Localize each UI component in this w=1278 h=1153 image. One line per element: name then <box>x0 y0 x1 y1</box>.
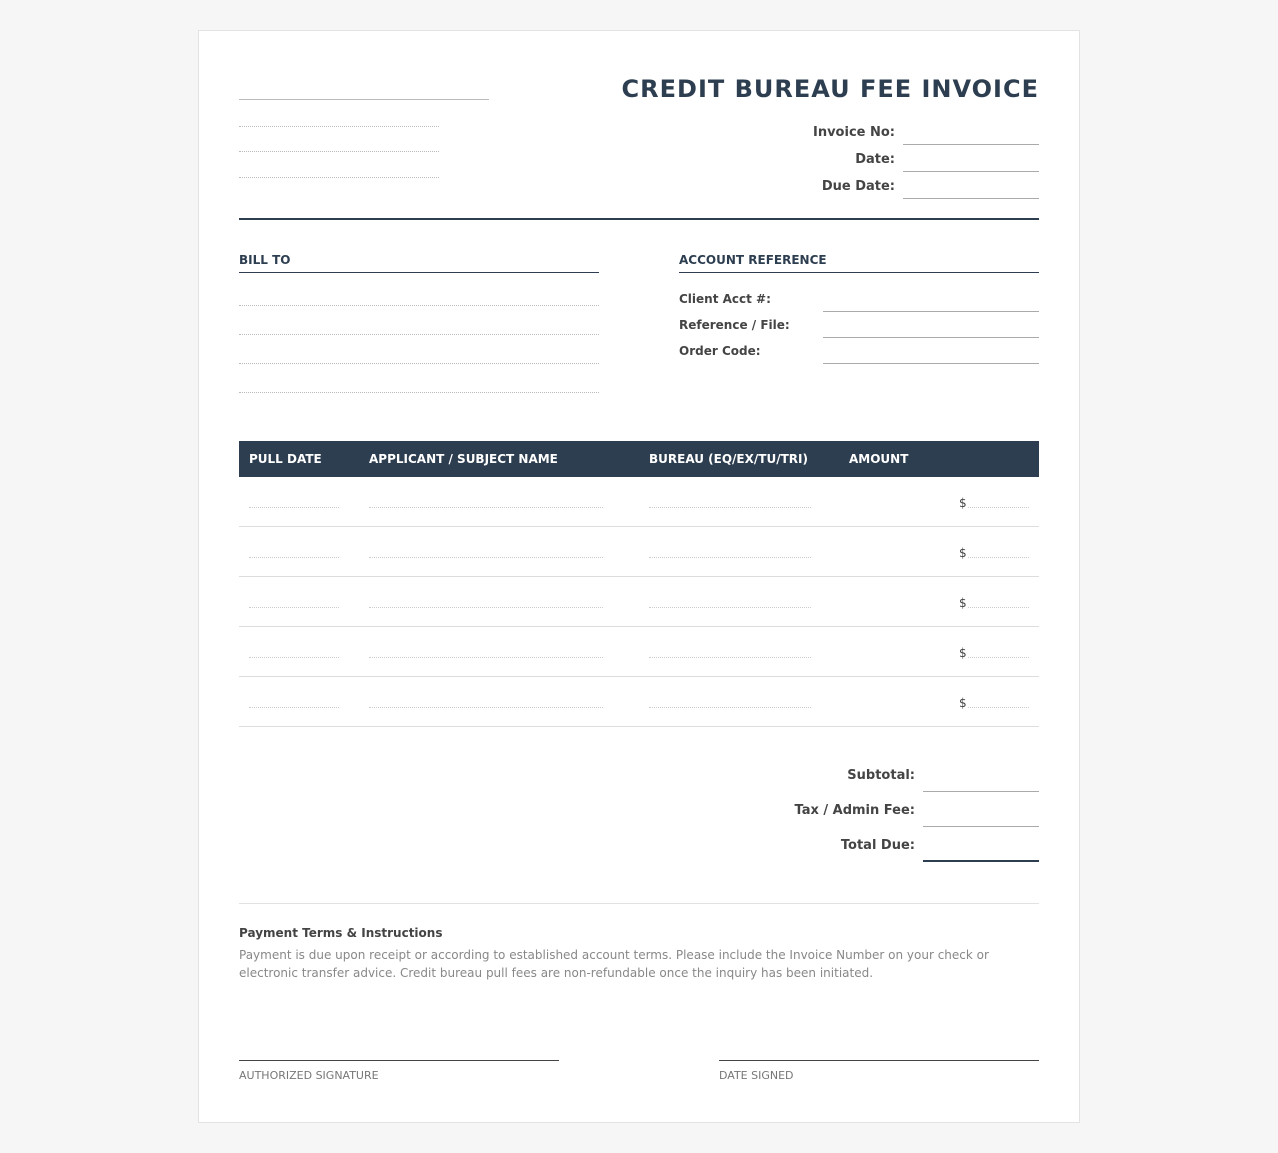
pull-date-field[interactable] <box>249 657 339 658</box>
column-bureau: BUREAU (EQ/EX/TU/TRI) <box>649 452 808 466</box>
column-pull-date: PULL DATE <box>249 452 322 466</box>
bureau-field[interactable] <box>649 607 811 608</box>
due-date-label: Due Date: <box>821 179 895 194</box>
pull-date-field[interactable] <box>249 607 339 608</box>
terms-divider <box>239 903 1039 904</box>
total-due-field[interactable] <box>923 860 1039 862</box>
bill-to-heading: BILL TO <box>239 253 599 273</box>
date-label: Date: <box>855 152 895 167</box>
invoice-sheet <box>198 30 1080 1123</box>
table-row <box>239 627 1039 677</box>
currency-symbol: $ <box>959 496 967 510</box>
currency-symbol: $ <box>959 596 967 610</box>
currency-symbol: $ <box>959 696 967 710</box>
order-code-field[interactable] <box>823 363 1039 364</box>
applicant-name-field[interactable] <box>369 707 603 708</box>
amount-field[interactable] <box>968 707 1029 708</box>
invoice-no-label: Invoice No: <box>812 125 895 140</box>
column-applicant-name: APPLICANT / SUBJECT NAME <box>369 452 558 466</box>
currency-symbol: $ <box>959 646 967 660</box>
authorized-signature-label: AUTHORIZED SIGNATURE <box>239 1069 379 1082</box>
bill-to-line-1[interactable] <box>239 305 599 306</box>
line-items-header <box>239 441 1039 477</box>
pull-date-field[interactable] <box>249 707 339 708</box>
bureau-field[interactable] <box>649 707 811 708</box>
account-reference-heading: ACCOUNT REFERENCE <box>679 253 1039 273</box>
column-amount: AMOUNT <box>849 452 909 466</box>
client-acct-label: Client Acct #: <box>679 292 771 306</box>
bill-to-line-3[interactable] <box>239 363 599 364</box>
applicant-name-field[interactable] <box>369 557 603 558</box>
amount-field[interactable] <box>968 557 1029 558</box>
currency-symbol: $ <box>959 546 967 560</box>
pull-date-field[interactable] <box>249 557 339 558</box>
payment-terms-heading: Payment Terms & Instructions <box>239 926 443 940</box>
subtotal-label: Subtotal: <box>847 768 915 783</box>
tax-admin-fee-label: Tax / Admin Fee: <box>794 803 915 818</box>
subtotal-field[interactable] <box>923 791 1039 792</box>
table-row <box>239 577 1039 627</box>
company-address-line-2[interactable] <box>239 151 439 152</box>
bill-to-line-4[interactable] <box>239 392 599 393</box>
tax-admin-fee-field[interactable] <box>923 826 1039 827</box>
amount-field[interactable] <box>968 507 1029 508</box>
total-due-label: Total Due: <box>840 838 915 853</box>
date-signed-line[interactable] <box>719 1060 1039 1061</box>
bureau-field[interactable] <box>649 557 811 558</box>
due-date-field[interactable] <box>903 198 1039 199</box>
company-address-line-3[interactable] <box>239 177 439 178</box>
reference-file-field[interactable] <box>823 337 1039 338</box>
payment-terms-text: Payment is due upon receipt or according to established account terms. Please include the Invoice Number on your check or electronic transfer advice. Credit bureau pull fees are non-refundable once the inquiry has been initiated. <box>239 948 989 980</box>
bureau-field[interactable] <box>649 507 811 508</box>
bureau-field[interactable] <box>649 657 811 658</box>
bill-to-line-2[interactable] <box>239 334 599 335</box>
amount-field[interactable] <box>968 607 1029 608</box>
table-row <box>239 477 1039 527</box>
reference-file-label: Reference / File: <box>679 318 790 332</box>
client-acct-field[interactable] <box>823 311 1039 312</box>
company-name-line[interactable] <box>239 99 489 100</box>
invoice-no-field[interactable] <box>903 144 1039 145</box>
table-row <box>239 677 1039 727</box>
invoice-title: CREDIT BUREAU FEE INVOICE <box>621 75 1039 103</box>
applicant-name-field[interactable] <box>369 607 603 608</box>
date-field[interactable] <box>903 171 1039 172</box>
header-divider <box>239 218 1039 220</box>
applicant-name-field[interactable] <box>369 507 603 508</box>
company-address-line-1[interactable] <box>239 126 439 127</box>
date-signed-label: DATE SIGNED <box>719 1069 794 1082</box>
authorized-signature-line[interactable] <box>239 1060 559 1061</box>
table-row <box>239 527 1039 577</box>
applicant-name-field[interactable] <box>369 657 603 658</box>
amount-field[interactable] <box>968 657 1029 658</box>
order-code-label: Order Code: <box>679 344 761 358</box>
pull-date-field[interactable] <box>249 507 339 508</box>
